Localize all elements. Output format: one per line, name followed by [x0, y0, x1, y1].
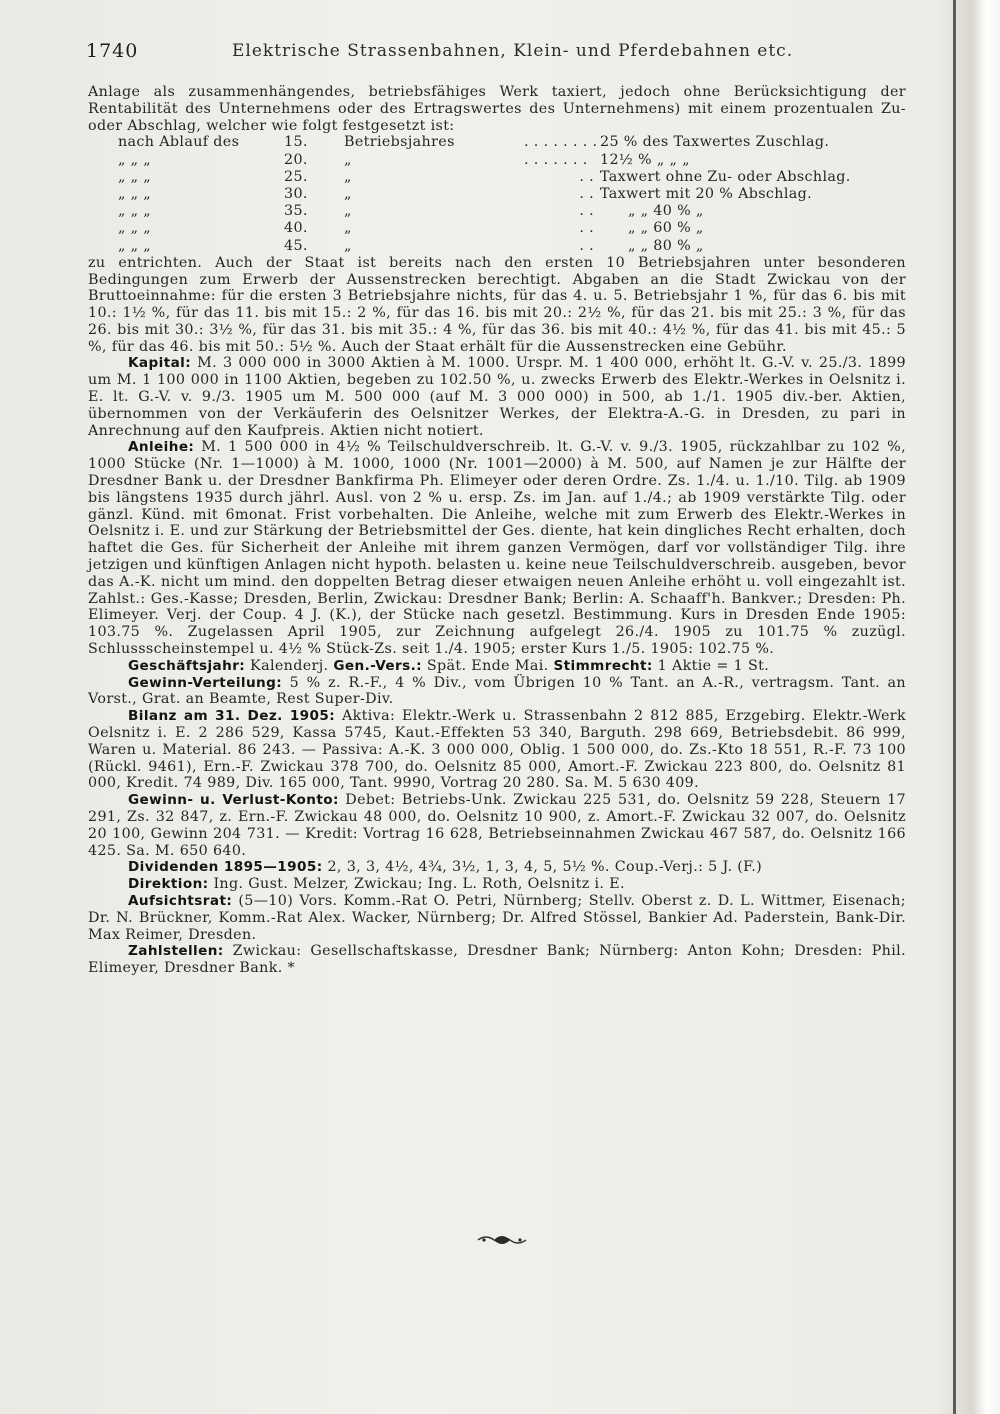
section-text: Spät. Ende Mai. [426, 657, 549, 674]
section-aufsichtsrat [88, 893, 906, 943]
page-content [88, 84, 906, 977]
schedule-unit: Betriebsjahres [344, 134, 455, 151]
section-geschaeftsjahr [88, 658, 906, 675]
schedule-row [118, 152, 906, 169]
section-heading: Zahlstellen: [128, 943, 224, 960]
section-heading: Dividenden 1895—1905: [128, 859, 323, 876]
section-dividenden [88, 859, 906, 876]
schedule-year: 20. [284, 151, 308, 168]
section-heading: Gewinn-Verteilung: [128, 674, 283, 691]
section-kapital [88, 355, 906, 439]
schedule-dots: . . [579, 185, 594, 202]
section-heading: Bilanz am 31. Dez. 1905: [128, 708, 336, 725]
schedule-dots: . . [579, 203, 594, 220]
section-heading: Kapital: [128, 355, 192, 372]
schedule-value: 12½ % „ „ „ [600, 151, 690, 168]
page-header [86, 40, 906, 64]
schedule-row [118, 220, 906, 237]
section-text: (5—10) Vors. Komm.-Rat O. Petri, Nürnberg; Stellv. Oberst z. D. L. Wittmer, Eisenach; Dr. N. Brückner, Komm.-Rat Alex. Wacker, Nürnberg; Dr. Alfred Stössel, Bankier Ad. Paderstein, Bank-Dir. Max Reimer, Dresden. [88, 892, 906, 943]
schedule-label: „ „ „ [118, 220, 152, 237]
section-gewinn-verteilung [88, 675, 906, 709]
intro-paragraph: Anlage als zusammenhängendes, betriebsfähiges Werk taxiert, jedoch ohne Berücksichtigung der Rentabilität des Unternehmens oder des Ertragswertes des Unternehmens) mit einem prozentualen Zu- oder Abschlag, welcher wie folgt festgesetzt ist: [88, 84, 906, 134]
section-heading: Direktion: [128, 876, 209, 893]
schedule-dots: . . . . . . . . [524, 134, 598, 151]
page-number: 1740 [86, 40, 139, 62]
section-text: Ing. Gust. Melzer, Zwickau; Ing. L. Roth, Oelsnitz i. E. [213, 876, 625, 893]
page-edge-shadow [938, 0, 1000, 1414]
schedule-label: „ „ „ [118, 168, 152, 185]
section-bilanz [88, 708, 906, 792]
section-gewinn-verlust [88, 792, 906, 859]
schedule-row [118, 203, 906, 220]
section-text: 5 % z. R.-F., 4 % Div., vom Übrigen 10 % Tant. an A.-R., vertragsm. Tant. an Vorst., Grat. an Beamte, Rest Super-Div. [88, 674, 906, 708]
schedule-unit: „ [344, 203, 352, 220]
section-text: 2, 3, 3, 4½, 4¾, 3½, 1, 3, 4, 5, 5½ %. Coup.-Verj.: 5 J. (F.) [327, 859, 763, 876]
section-heading: Stimmrecht: [553, 657, 653, 674]
section-text: Kalenderj. [250, 657, 329, 674]
section-heading: Geschäftsjahr: [128, 657, 246, 674]
schedule-dots: . . . . . . . [524, 151, 588, 168]
schedule-row [118, 186, 906, 203]
schedule-dots: . . [579, 168, 594, 185]
schedule-value: „ „ 40 % „ [628, 203, 704, 220]
schedule-value: Taxwert ohne Zu- oder Abschlag. [600, 168, 851, 185]
schedule-label: nach Ablauf des [118, 134, 240, 151]
after-schedule-paragraph: zu entrichten. Auch der Staat ist bereits nach den ersten 10 Betriebsjahren unter besonderen Bedingungen zum Erwerb der Aussenstrecken berechtigt. Abgaben an die Stadt Zwickau von der Bruttoeinnahme: für die ersten 3 Betriebsjahre nichts, für das 4. u. 5. Betriebsjahr 1 %, für das 6. bis mit 10.: 1½ %, für das 11. bis mit 15.: 2 %, für das 16. bis mit 20.: 2½ %, für das 21. bis mit 25.: 3 %, für das 26. bis mit 30.: 3½ %, für das 31. bis mit 35.: 4 %, für das 36. bis mit 40.: 4½ %, für das 41. bis mit 45.: 5 %, für das 46. bis mit 50.: 5½ %. Auch der Staat erhält für die Aussenstrecken eine Gebühr. [88, 254, 906, 355]
schedule-label: „ „ „ [118, 237, 152, 254]
section-text: Debet: Betriebs-Unk. Zwickau 225 531, do. Oelsnitz 59 228, Steuern 17 291, Zs. 32 847, z. Ern.-F. Zwickau 48 000, do. Oelsnitz 10 900, z. Amort.-F. Zwickau 32 007, do. Oelsnitz 20 100, Gewinn 204 731. — Kredit: Vortrag 16 628, Betriebseinnahmen Zwickau 467 587, do. Oelsnitz 166 425. Sa. M. 650 640. [88, 792, 906, 859]
schedule-unit: „ [344, 168, 352, 185]
schedule-year: 45. [284, 237, 308, 254]
page-edge-line [953, 0, 956, 1414]
section-text: Zwickau: Gesellschaftskasse, Dresdner Bank; Nürnberg: Anton Kohn; Dresden: Phil. Elimeyer, Dresdner Bank. * [88, 943, 906, 977]
schedule-label: „ „ „ [118, 203, 152, 220]
section-heading: Gen.-Vers.: [333, 657, 422, 674]
section-text: M. 1 500 000 in 4½ % Teilschuldverschreib. lt. G.-V. v. 9./3. 1905, rückzahlbar zu 102 %, 1000 Stücke (Nr. 1—1000) à M. 1000, 1000 (Nr. 1001—2000) à M. 500, auf Namen je zur Hälfte der Dresdner Bank u. der Dresdner Bankfirma Ph. Elimeyer oder deren Ordre. Zs. 1./4. u. 1./10. Tilg. ab 1909 bis längstens 1935 durch jährl. Ausl. von 2 % u. ersp. Zs. im Jan. auf 1./4.; ab 1909 verstärkte Tilg. oder gänzl. Künd. mit 6monat. Frist vorbehalten. Die Anleihe, welche mit zum Erwerb des Elektr.-Werkes in Oelsnitz i. E. und zur Stärkung der Betriebsmittel der Ges. diente, hat kein dingliches Recht erhalten, doch haftet die Ges. für Sicherheit der Anleihe mit ihrem ganzen Vermögen, darf vor vollständiger Tilg. ihre jetzigen und künftigen Anlagen nicht hypoth. belasten u. keine neue Teilschuldverschreib. ausgeben, bevor das A.-K. nicht um mind. den doppelten Betrag dieser etwaigen neuen Anleihe erhöht u. voll eingezahlt ist. Zahlst.: Ges.-Kasse; Dresden, Berlin, Zwickau: Dresdner Bank; Berlin: A. Schaaff'h. Bankver.; Dresden: Ph. Elimeyer. Verj. der Coup. 4 J. (K.), der Stücke nach gesetzl. Bestimmung. Kurs in Dresden Ende 1905: 103.75 %. Zugelassen April 1905, zur Zeichnung aufgelegt 26./4. 1905 zu 101.75 % zuzügl. Schlussscheinstempel u. 4½ % Stück-Zs. seit 1./4. 1905; erster Kurs 1./5. 1905: 102.75 %. [88, 439, 906, 658]
schedule-row [118, 238, 906, 255]
schedule-value: „ „ 80 % „ [628, 237, 704, 254]
schedule-label: „ „ „ [118, 185, 152, 202]
surcharge-schedule [118, 134, 906, 254]
schedule-row [118, 134, 906, 151]
schedule-unit: „ [344, 185, 352, 202]
schedule-dots: . . [579, 220, 594, 237]
schedule-row [118, 169, 906, 186]
schedule-value: Taxwert mit 20 % Abschlag. [600, 185, 813, 202]
schedule-year: 25. [284, 168, 308, 185]
section-text: Aktiva: Elektr.-Werk u. Strassenbahn 2 812 885, Erzgebirg. Elektr.-Werk Oelsnitz i. E. 2 286 529, Kassa 5745, Kaut.-Effekten 53 340, Barguth. 298 669, Betriebsdebit. 86 999, Waren u. Material. 86 243. — Passiva: A.-K. 3 000 000, Oblig. 1 500 000, do. Zs.-Kto 18 551, R.-F. 73 100 (Rückl. 9461), Ern.-F. Zwickau 378 700, do. Oelsnitz 85 000, Amort.-F. Zwickau 223 800, do. Oelsnitz 81 000, Kredit. 74 989, Div. 165 000, Tant. 9990, Vortrag 20 280. Sa. M. 5 630 409. [88, 708, 906, 792]
section-direktion [88, 876, 906, 893]
section-text: 1 Aktie = 1 St. [657, 657, 770, 674]
schedule-unit: „ [344, 220, 352, 237]
running-title: Elektrische Strassenbahnen, Klein- und Pferdebahnen etc. [232, 41, 794, 61]
schedule-value: 25 % des Taxwertes Zuschlag. [600, 134, 830, 151]
section-anleihe [88, 439, 906, 657]
schedule-year: 40. [284, 220, 308, 237]
schedule-year: 30. [284, 185, 308, 202]
section-heading: Anleihe: [128, 439, 195, 456]
schedule-unit: „ [344, 237, 352, 254]
section-heading: Gewinn- u. Verlust-Konto: [128, 792, 339, 809]
section-zahlstellen [88, 943, 906, 977]
section-heading: Aufsichtsrat: [128, 892, 233, 909]
schedule-value: „ „ 60 % „ [628, 220, 704, 237]
schedule-year: 35. [284, 203, 308, 220]
schedule-dots: . . [579, 237, 594, 254]
section-text: M. 3 000 000 in 3000 Aktien à M. 1000. Urspr. M. 1 400 000, erhöht lt. G.-V. v. 25./3. 1899 um M. 1 100 000 in 1100 Aktien, begeben zu 102.50 %, u. zwecks Erwerb des Elektr.-Werkes in Oelsnitz i. E. lt. G.-V. v. 9./3. 1905 um M. 500 000 (auf M. 3 000 000) in 500, ab 1./1. 1905 div.-ber. Aktien, übernommen von der Verkäuferin des Oelsnitzer Werkes, der Elektra-A.-G. in Dresden, zu pari in Anrechnung auf den Kaufpreis. Aktien nicht notiert. [88, 355, 906, 439]
schedule-unit: „ [344, 151, 352, 168]
ornament-divider-icon [476, 1233, 528, 1247]
schedule-year: 15. [284, 134, 308, 151]
schedule-label: „ „ „ [118, 151, 152, 168]
